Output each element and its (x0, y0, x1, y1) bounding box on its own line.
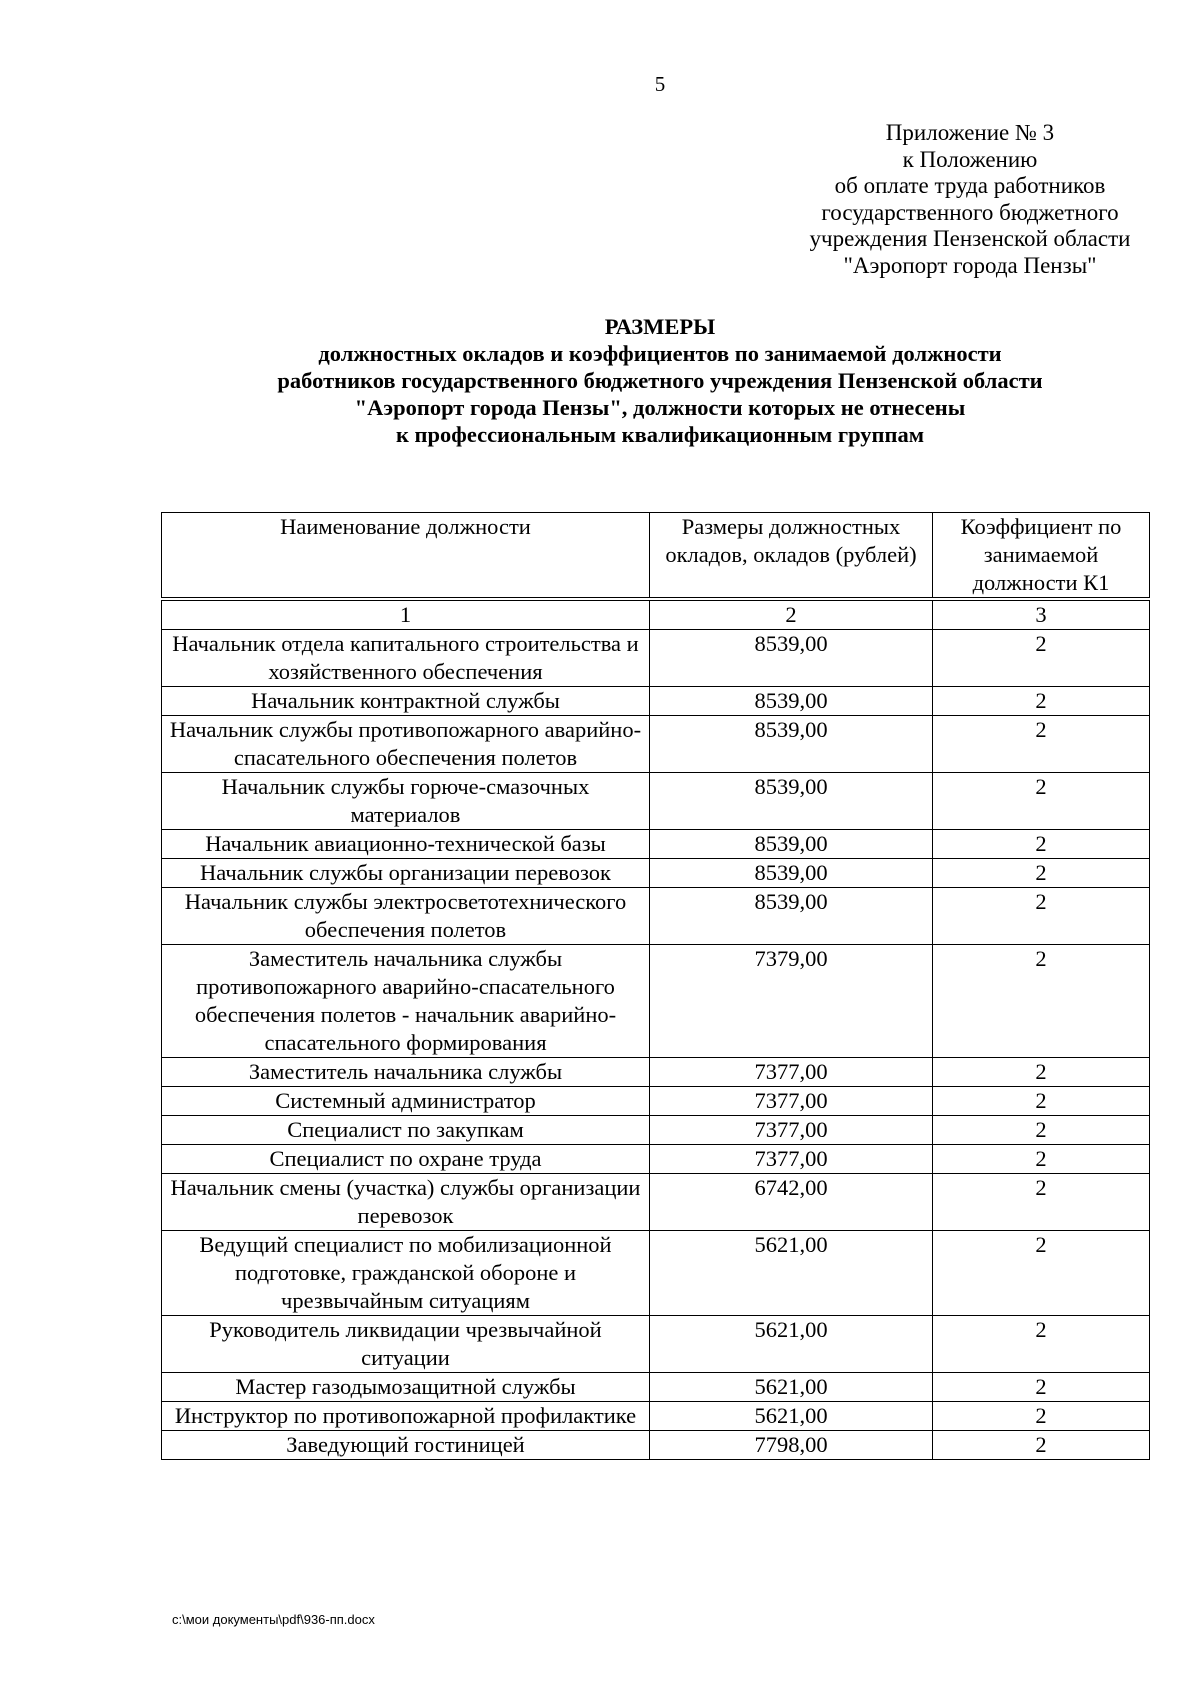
cell-position-name: Начальник службы горюче-смазочных материалов (162, 773, 650, 830)
cell-position-name: Мастер газодымозащитной службы (162, 1373, 650, 1402)
cell-coefficient: 2 (933, 630, 1150, 687)
table-row (162, 687, 1150, 716)
cell-salary: 7379,00 (650, 945, 933, 1058)
cell-position-name: Начальник смены (участка) службы организации перевозок (162, 1174, 650, 1231)
cell-salary: 8539,00 (650, 773, 933, 830)
cell-coefficient: 2 (933, 888, 1150, 945)
table-row (162, 773, 1150, 830)
cell-coefficient: 2 (933, 859, 1150, 888)
cell-position-name: Начальник службы электросветотехнического обеспечения полетов (162, 888, 650, 945)
table-row (162, 1087, 1150, 1116)
annex-line: об оплате труда работников (834, 173, 1106, 198)
column-number-row (162, 599, 1150, 630)
cell-coefficient: 2 (933, 1087, 1150, 1116)
header-coefficient: Коэффициент по занимаемой должности К1 (933, 513, 1150, 600)
cell-coefficient: 2 (933, 1174, 1150, 1231)
table-row (162, 1145, 1150, 1174)
cell-salary: 6742,00 (650, 1174, 933, 1231)
table-row (162, 830, 1150, 859)
column-number: 1 (162, 599, 650, 630)
cell-coefficient: 2 (933, 716, 1150, 773)
cell-salary: 5621,00 (650, 1316, 933, 1373)
annex-line: Приложение № 3 (885, 120, 1055, 145)
table-row (162, 888, 1150, 945)
annex-line: к Положению (902, 146, 1038, 172)
cell-salary: 7377,00 (650, 1145, 933, 1174)
cell-coefficient: 2 (933, 687, 1150, 716)
cell-salary: 7798,00 (650, 1431, 933, 1460)
cell-coefficient: 2 (933, 1116, 1150, 1145)
annex-reference (790, 120, 1150, 279)
table-row (162, 1316, 1150, 1373)
table-row (162, 630, 1150, 687)
cell-coefficient: 2 (933, 1058, 1150, 1087)
cell-coefficient: 2 (933, 1316, 1150, 1373)
cell-position-name: Специалист по охране труда (162, 1145, 650, 1174)
table-row (162, 945, 1150, 1058)
cell-position-name: Специалист по закупкам (162, 1116, 650, 1145)
column-number: 3 (933, 599, 1150, 630)
table-row (162, 1116, 1150, 1145)
table-row (162, 1431, 1150, 1460)
title-line: к профессиональным квалификационным группам (395, 422, 925, 447)
cell-position-name: Начальник контрактной службы (162, 687, 650, 716)
cell-salary: 5621,00 (650, 1231, 933, 1316)
title-line: "Аэропорт города Пензы", должности которых не отнесены (354, 395, 966, 420)
annex-line: "Аэропорт города Пензы" (843, 252, 1097, 278)
salary-table (161, 512, 1150, 1460)
cell-position-name: Руководитель ликвидации чрезвычайной ситуации (162, 1316, 650, 1373)
cell-position-name: Заместитель начальника службы (162, 1058, 650, 1087)
annex-line: учреждения Пензенской области (809, 226, 1131, 251)
cell-position-name: Системный администратор (162, 1087, 650, 1116)
cell-coefficient: 2 (933, 1431, 1150, 1460)
table-row (162, 859, 1150, 888)
cell-position-name: Начальник авиационно-технической базы (162, 830, 650, 859)
header-salary: Размеры должностных окладов, окладов (рублей) (650, 513, 933, 600)
cell-position-name: Начальник отдела капитального строительства и хозяйственного обеспечения (162, 630, 650, 687)
cell-coefficient: 2 (933, 773, 1150, 830)
cell-position-name: Начальник службы организации перевозок (162, 859, 650, 888)
title-line: работников государственного бюджетного учреждения Пензенской области (277, 368, 1043, 393)
table-row (162, 716, 1150, 773)
title-line: должностных окладов и коэффициентов по занимаемой должности (318, 341, 1002, 366)
document-title (160, 313, 1160, 448)
cell-position-name: Заместитель начальника службы противопожарного аварийно-спасательного обеспечения полетов - начальник аварийно-спасательного формирования (162, 945, 650, 1058)
cell-salary: 7377,00 (650, 1087, 933, 1116)
cell-salary: 8539,00 (650, 630, 933, 687)
cell-position-name: Заведующий гостиницей (162, 1431, 650, 1460)
cell-coefficient: 2 (933, 1402, 1150, 1431)
cell-salary: 5621,00 (650, 1373, 933, 1402)
table-header-row (162, 513, 1150, 600)
cell-coefficient: 2 (933, 830, 1150, 859)
cell-salary: 8539,00 (650, 888, 933, 945)
cell-salary: 8539,00 (650, 716, 933, 773)
cell-position-name: Инструктор по противопожарной профилактике (162, 1402, 650, 1431)
table-row (162, 1058, 1150, 1087)
table-row (162, 1402, 1150, 1431)
annex-line: государственного бюджетного (821, 199, 1119, 225)
title-line: РАЗМЕРЫ (604, 314, 716, 339)
cell-salary: 7377,00 (650, 1058, 933, 1087)
cell-position-name: Начальник службы противопожарного аварийно-спасательного обеспечения полетов (162, 716, 650, 773)
table-row (162, 1174, 1150, 1231)
page-number: 5 (654, 72, 666, 96)
file-path-footer: c:\мои документы\pdf\936-пп.docx (172, 1612, 375, 1627)
table-row (162, 1373, 1150, 1402)
cell-salary: 8539,00 (650, 859, 933, 888)
cell-salary: 8539,00 (650, 687, 933, 716)
cell-coefficient: 2 (933, 1231, 1150, 1316)
cell-salary: 7377,00 (650, 1116, 933, 1145)
cell-coefficient: 2 (933, 1373, 1150, 1402)
cell-position-name: Ведущий специалист по мобилизационной подготовке, гражданской обороне и чрезвычайным ситуациям (162, 1231, 650, 1316)
cell-salary: 5621,00 (650, 1402, 933, 1431)
cell-coefficient: 2 (933, 1145, 1150, 1174)
header-position-name: Наименование должности (162, 513, 650, 600)
table-body (162, 599, 1150, 1460)
cell-salary: 8539,00 (650, 830, 933, 859)
cell-coefficient: 2 (933, 945, 1150, 1058)
table-row (162, 1231, 1150, 1316)
column-number: 2 (650, 599, 933, 630)
